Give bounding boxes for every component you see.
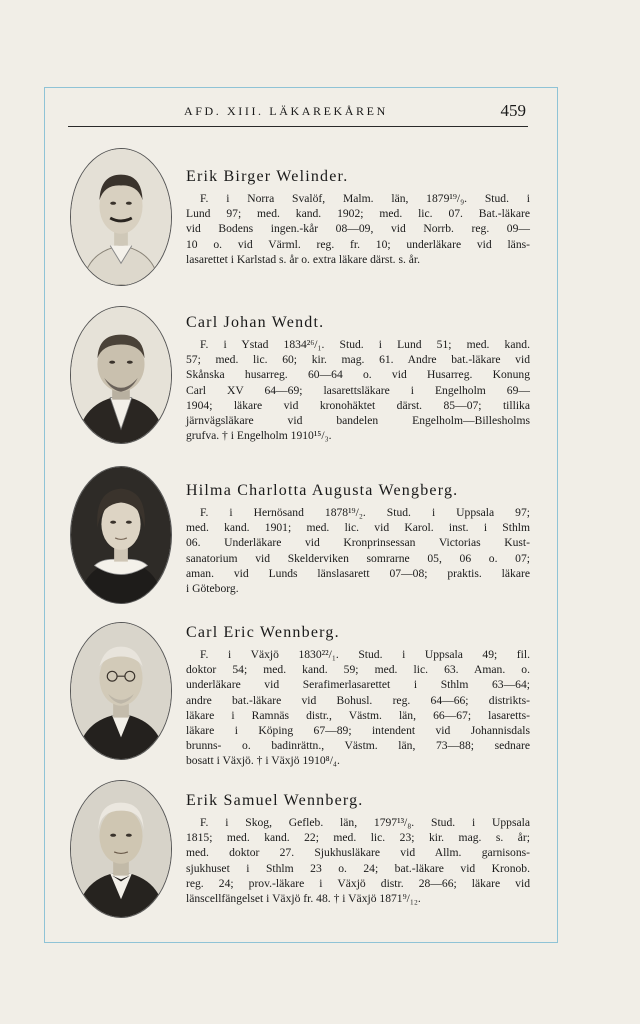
bio-line: i Göteborg.: [186, 582, 239, 596]
portrait-photo: [70, 306, 172, 444]
bio-line: F. i Skog, Gefleb. län, 1797¹³/₈. Stud. i Uppsala: [200, 816, 530, 829]
bio-line: med. doktor 27. Sjukhusläkare vid Allm. garnisons-: [186, 846, 530, 860]
bio-line: bosatt i Växjö. † i Växjö 1910⁸/₄.: [186, 754, 340, 768]
bio-line: underläkare vid Serafimerlasarettet i Sthlm 63—64;: [186, 678, 530, 692]
bio-line: grufva. † i Engelholm 1910¹⁵/₃.: [186, 429, 332, 443]
bio-line: sanatorium vid Skelderviken somrarne 05, 06 o. 07;: [186, 551, 530, 565]
portrait-photo: [70, 148, 172, 286]
page-number: 459: [500, 101, 526, 120]
bio-line: F. i Växjö 1830²²/₁. Stud. i Uppsala 49; fil.: [200, 648, 530, 661]
bio-line: doktor 54; med. kand. 59; med. lic. 63. Aman. o.: [186, 663, 530, 677]
bio-line: sjukhuset i Sthlm 23 o. 24; bat.-läkare vid Kronob.: [186, 861, 530, 875]
person-name: Carl Eric Wennberg.: [186, 624, 340, 641]
bio-line: brunns- o. badinrättn., Västm. län, 73—88; sednare: [186, 739, 530, 753]
bio-line: 06. Underläkare vid Kronprinsessan Victorias Kust-: [186, 536, 530, 550]
bio-line: med. kand. 1901; med. lic. vid Karol. inst. i Sthlm: [186, 521, 530, 535]
bio-line: Carl XV 64—69; lasarettsläkare i Engelholm 69—: [186, 383, 530, 397]
bio-line: reg. 24; prov.-läkare i Växjö distr. 28—66; läkare vid: [186, 876, 530, 890]
person-name: Erik Birger Welinder.: [186, 168, 349, 185]
bio-line: Skånska husarreg. 60—64 o. vid Husarreg. Konung: [186, 368, 530, 382]
bio-line: läkare i Ramnäs distr., Västm. län, 66—67; lasaretts-: [186, 708, 530, 722]
portrait-photo: [70, 780, 172, 918]
person-name: Carl Johan Wendt.: [186, 314, 325, 331]
bio-line: F. i Hernösand 1878¹⁹/₂. Stud. i Uppsala 97;: [200, 506, 530, 519]
person-name: Hilma Charlotta Augusta Wengberg.: [186, 482, 459, 499]
running-header: [68, 100, 528, 127]
biography-text: [186, 624, 530, 769]
biography-text: [186, 168, 530, 267]
biography-text: [186, 314, 530, 443]
bio-line: vid Bodens ingen.-kår 08—09, vid Norrb. reg. 09—: [186, 222, 530, 236]
bio-line: 57; med. lic. 60; kir. mag. 61. Andre bat.-läkare vid: [186, 353, 530, 367]
portrait-photo: [70, 622, 172, 760]
bio-line: Lund 97; med. kand. 1902; med. lic. 07. Bat.-läkare: [186, 207, 530, 221]
bio-line: läkare i Köping 67—89; intendent vid Johannisdals: [186, 724, 530, 738]
bio-line: 10 o. vid Värml. reg. fr. 10; underläkare vid läns-: [186, 237, 530, 251]
bio-line: länscellfängelset i Växjö fr. 48. † i Växjö 1871⁹/₁₂.: [186, 892, 421, 906]
bio-line: lasarettet i Karlstad s. år o. extra läkare därst. s. år.: [186, 252, 421, 266]
bio-line: F. i Norra Svalöf, Malm. län, 1879¹⁹/₉. Stud. i: [200, 192, 530, 205]
running-title: AFD. XIII. LÄKAREKÅREN: [184, 104, 388, 118]
biography-text: [186, 482, 530, 596]
bio-line: aman. vid Lunds länslasarett 07—08; praktis. läkare: [186, 566, 530, 580]
bio-line: andre bat.-läkare vid Bohusl. reg. 64—66; distrikts-: [186, 693, 530, 707]
portrait-photo: [70, 466, 172, 604]
biography-text: [186, 792, 530, 906]
bio-line: 1815; med. kand. 22; med. lic. 23; kir. mag. s. år;: [186, 831, 530, 845]
bio-line: järnvägsläkare vid bandelen Engelholm—Billesholms: [186, 414, 530, 428]
bio-line: 1904; läkare vid kronohäktet därst. 85—07; tillika: [186, 398, 530, 412]
person-name: Erik Samuel Wennberg.: [186, 792, 364, 809]
bio-line: F. i Ystad 1834²⁶/₁. Stud. i Lund 51; med. kand.: [200, 338, 530, 351]
